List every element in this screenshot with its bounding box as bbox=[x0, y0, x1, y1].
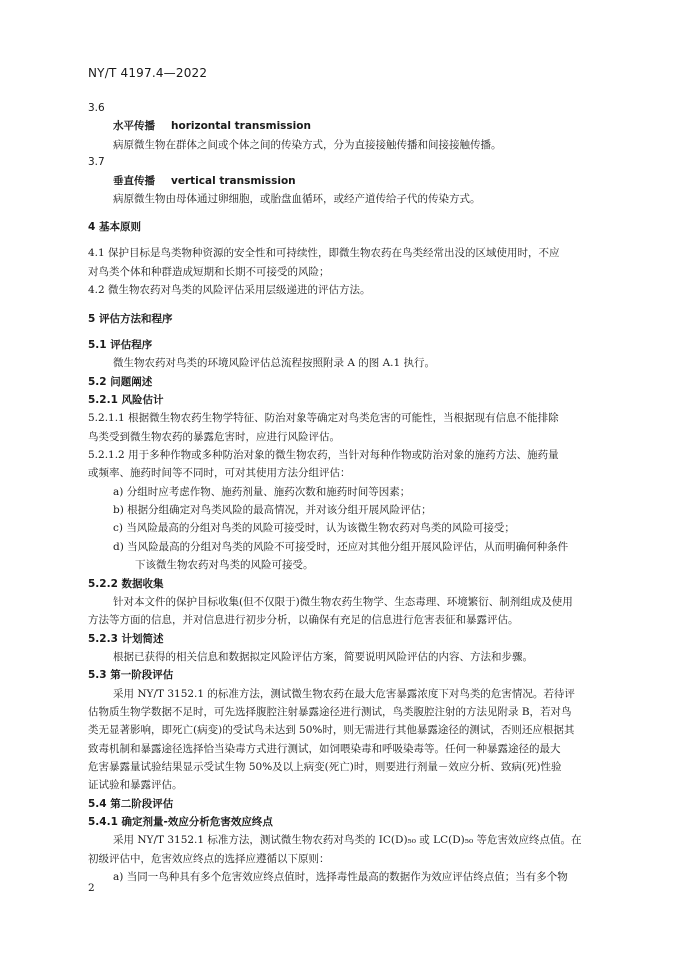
term-line bbox=[113, 119, 311, 133]
list-item: d) 当风险最高的分组对鸟类的风险不可接受时，还应对其他分组开展风险评估，从而明确何种条件 bbox=[113, 541, 569, 553]
subsection-heading: 5.3 第一阶段评估 bbox=[88, 669, 174, 681]
paragraph-line: 类无显著影响，即死亡(病变)的受试鸟未达到 50%时，则无需进行其他暴露途径的测试，否则还应根据其 bbox=[88, 724, 575, 736]
paragraph-line: 或频率、施药时间等不同时，可对其使用方法分组评估： bbox=[88, 467, 351, 479]
paragraph-line: 证试验和暴露评估。 bbox=[88, 779, 183, 791]
clause-number: 3.7 bbox=[88, 156, 105, 168]
section-heading: 5 评估方法和程序 bbox=[88, 313, 173, 325]
paragraph-line: 5.2.1.1 根据微生物农药生物学特征、防治对象等确定对鸟类危害的可能性，当根据现有信息不能排除 bbox=[88, 412, 559, 424]
subsection-heading: 5.2.3 计划简述 bbox=[88, 633, 164, 645]
paragraph-line: 微生物农药对鸟类的环境风险评估总流程按照附录 A 的图 A.1 执行。 bbox=[113, 357, 436, 369]
term-english: horizontal transmission bbox=[171, 120, 311, 132]
subsection-heading: 5.2.2 数据收集 bbox=[88, 578, 164, 590]
paragraph-line: 4.1 保护目标是鸟类物种资源的安全性和可持续性，即微生物农药在鸟类经常出没的区域使用时，不应 bbox=[88, 247, 560, 259]
paragraph-line: 采用 NY/T 3152.1 标准方法，测试微生物农药对鸟类的 IC(D)₅₀ 或 LC(D)₅₀ 等危害效应终点值。在 bbox=[113, 834, 582, 846]
paragraph-line: 鸟类受到微生物农药的暴露危害时，应进行风险评估。 bbox=[88, 431, 340, 443]
clause-number: 3.6 bbox=[88, 102, 105, 114]
paragraph-line: 对鸟类个体和种群造成短期和长期不可接受的风险； bbox=[88, 266, 330, 278]
section-heading: 4 基本原则 bbox=[88, 221, 141, 233]
list-item: a) 分组时应考虑作物、施药剂量、施药次数和施药时间等因素； bbox=[113, 486, 411, 498]
list-item-continuation: 下该微生物农药对鸟类的风险可接受。 bbox=[135, 559, 314, 571]
subsection-heading: 5.1 评估程序 bbox=[88, 339, 153, 351]
definition-text: 病原微生物在群体之间或个体之间的传染方式，分为直接接触传播和间接接触传播。 bbox=[113, 139, 502, 151]
term-english: vertical transmission bbox=[171, 175, 296, 187]
subsection-heading: 5.2.1 风险估计 bbox=[88, 394, 164, 406]
list-item: a) 当同一鸟种具有多个危害效应终点值时，选择毒性最高的数据作为效应评估终点值；当有多个物 bbox=[113, 871, 568, 883]
standard-number: NY/T 4197.4—2022 bbox=[88, 66, 208, 80]
list-item: c) 当风险最高的分组对鸟类的风险可接受时，认为该微生物农药对鸟类的风险可接受； bbox=[113, 522, 515, 534]
subsection-heading: 5.4.1 确定剂量-效应分析危害效应终点 bbox=[88, 816, 273, 828]
paragraph-line: 4.2 微生物农药对鸟类的风险评估采用层级递进的评估方法。 bbox=[88, 284, 371, 296]
page-number: 2 bbox=[88, 882, 95, 894]
subsection-heading: 5.2 问题阐述 bbox=[88, 376, 153, 388]
paragraph-line: 估物质生物学数据不足时，可先选择腹腔注射暴露途径进行测试，鸟类腹腔注射的方法见附录 B，若对鸟 bbox=[88, 706, 572, 718]
paragraph-line: 根据已获得的相关信息和数据拟定风险评估方案，简要说明风险评估的内容、方法和步骤。 bbox=[113, 651, 533, 663]
paragraph-line: 危害暴露量试验结果显示受试生物 50%及以上病变(死亡)时，则要进行剂量－效应分析、致病(死)性验 bbox=[88, 761, 562, 773]
paragraph-line: 针对本文件的保护目标收集(但不仅限于)微生物农药生物学、生态毒理、环境繁衍、制剂组成及使用 bbox=[113, 596, 573, 608]
paragraph-line: 初级评估中，危害效应终点的选择应遵循以下原则： bbox=[88, 853, 330, 865]
term-chinese: 垂直传播 bbox=[113, 175, 155, 187]
paragraph-line: 方法等方面的信息，并对信息进行初步分析，以确保有充足的信息进行危害表征和暴露评估。 bbox=[88, 614, 519, 626]
list-item: b) 根据分组确定对鸟类风险的最高情况，并对该分组开展风险评估； bbox=[113, 504, 432, 516]
paragraph-line: 采用 NY/T 3152.1 的标准方法，测试微生物农药在最大危害暴露浓度下对鸟类的危害情况。若待评 bbox=[113, 688, 575, 700]
paragraph-line: 5.2.1.2 用于多种作物或多种防治对象的微生物农药，当针对每种作物或防治对象的施药方法、施药量 bbox=[88, 449, 559, 461]
term-chinese: 水平传播 bbox=[113, 120, 155, 132]
paragraph-line: 致毒机制和暴露途径选择恰当染毒方式进行测试，如饲喂染毒和呼吸染毒等。任何一种暴露途径的最大 bbox=[88, 743, 561, 755]
term-line bbox=[113, 174, 296, 188]
definition-text: 病原微生物由母体通过卵细胞，或胎盘血循环，或经产道传给子代的传染方式。 bbox=[113, 193, 481, 205]
subsection-heading: 5.4 第二阶段评估 bbox=[88, 798, 174, 810]
